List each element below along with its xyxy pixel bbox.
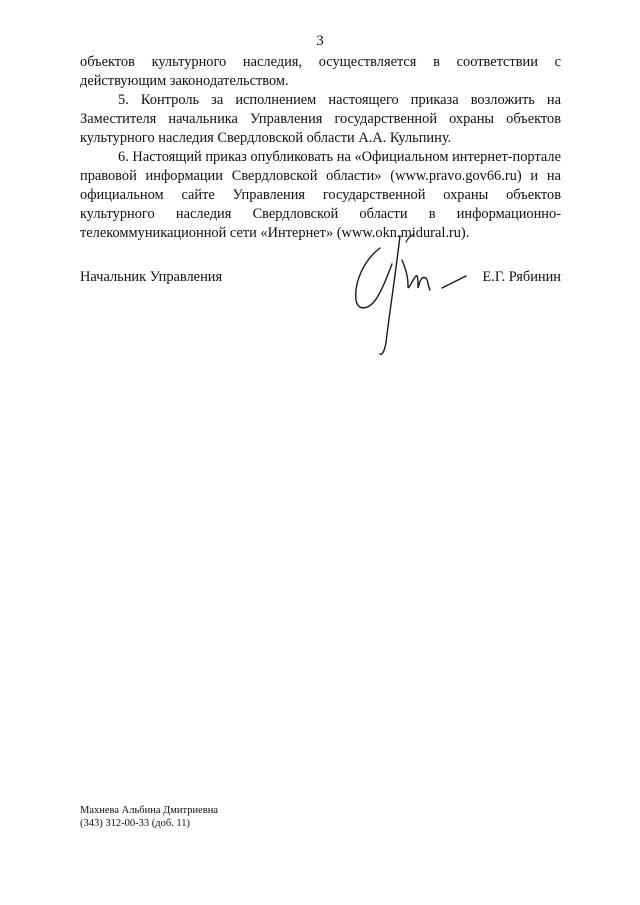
- document-body: [80, 53, 561, 243]
- page-number: 3: [316, 33, 324, 49]
- paragraph-item-5: 5. Контроль за исполнением настоящего приказа возложить на Заместителя начальника Управления государственной охраны объектов культурного наследия Свердловской области А.А. Кульпину.: [80, 92, 561, 146]
- executor-info: [80, 804, 218, 830]
- signer-title: Начальник Управления: [80, 269, 223, 285]
- signer-name: Е.Г. Рябинин: [482, 269, 561, 285]
- paragraph-continuation: объектов культурного наследия, осуществляется в соответствии с действующим законодательством.: [80, 54, 561, 89]
- paragraph-item-6: 6. Настоящий приказ опубликовать на «Официальном интернет-портале правовой информации Свердловской области» (www.pravo.gov66.ru) и на официальном сайте Управления государственной охраны объектов культурного наследия Свердловской области в информационно-телекоммуникационной сети «Интернет» (www.okn.midural.ru).: [80, 149, 561, 241]
- executor-phone: (343) 312-00-33 (доб. 11): [80, 818, 191, 829]
- executor-name: Махнева Альбина Дмитриевна: [80, 805, 219, 816]
- handwritten-signature: [342, 230, 472, 360]
